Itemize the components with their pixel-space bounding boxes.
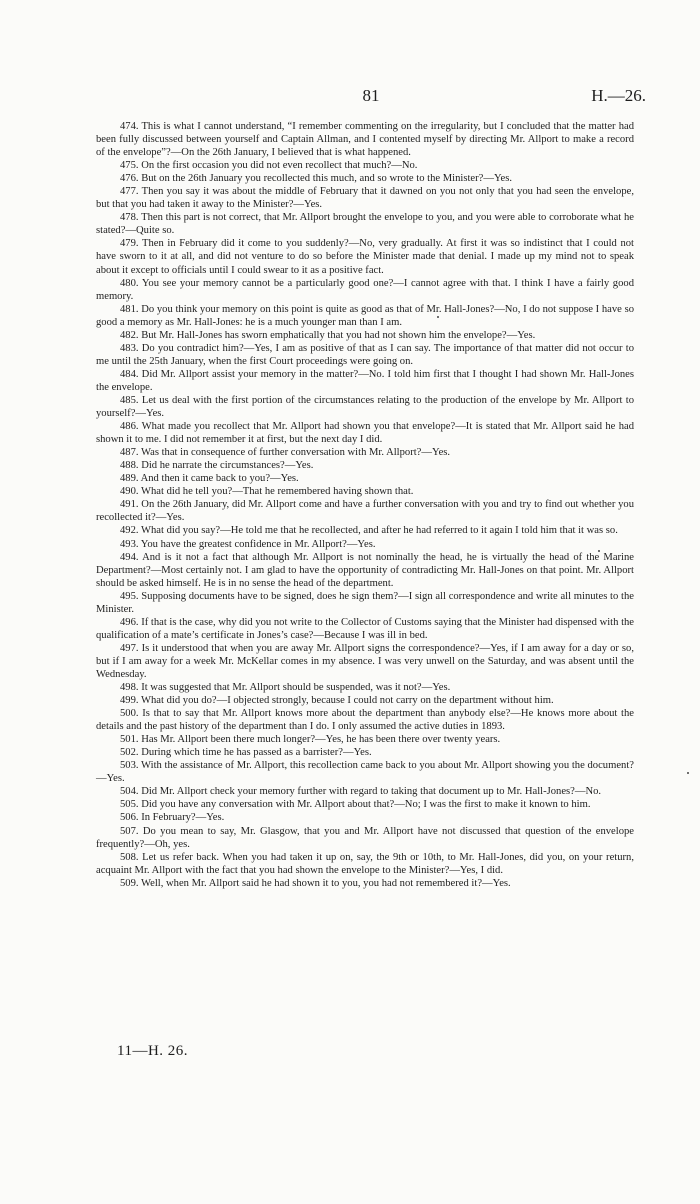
paragraph-496: 496. If that is the case, why did you not write to the Collector of Customs saying that the Minister had dispensed with the qualification of a mate’s certificate in Jones’s case?—Because I was ill in bed. bbox=[96, 616, 635, 641]
page-signature: 11—H. 26. bbox=[117, 1043, 189, 1059]
paragraph-490: 490. What did he tell you?—That he remembered having shown that. bbox=[120, 486, 414, 498]
paragraph-503: 503. With the assistance of Mr. Allport, this recollection came back to you about Mr. Allport showing you the document?—Yes. bbox=[96, 760, 634, 785]
paragraph-501: 501. Has Mr. Allport been there much longer?—Yes, he has been there over twenty years. bbox=[120, 734, 501, 746]
paragraph-485: 485. Let us deal with the first portion of the circumstances relating to the production of the envelope by Mr. Allport to yourself?—Yes. bbox=[96, 394, 634, 420]
paragraph-480: 480. You see your memory cannot be a particularly good one?—I cannot agree with that. I think I have a fairly good memory. bbox=[96, 277, 634, 302]
paragraph-508: 508. Let us refer back. When you had taken it up on, say, the 9th or 10th, to Mr. Hall-Jones, did you, on your return, acquaint Mr. Allport with the fact that you had shown the envelope to the Minister?—Yes, I did. bbox=[96, 851, 634, 876]
paragraph-495: 495. Supposing documents have to be signed, does he sign them?—I sign all correspondence and write all minutes to the Minister. bbox=[96, 590, 634, 615]
paragraph-479: 479. Then in February did it come to you suddenly?—No, very gradually. At first it was so indistinct that I could not have sworn to it at all, and did not venture to do so before the Minister made that denial. I made up my mind not to speak about it except to officials until I could swear to it as a positive fact. bbox=[96, 238, 634, 276]
page-number: 81 bbox=[362, 86, 380, 105]
paragraph-506: 506. In February?—Yes. bbox=[120, 812, 225, 824]
paragraph-482: 482. But Mr. Hall-Jones has sworn emphatically that you had not shown him the envelope?—Yes. bbox=[120, 329, 536, 341]
print-speck bbox=[598, 550, 600, 552]
paragraph-505: 505. Did you have any conversation with Mr. Allport about that?—No; I was the first to make it known to him. bbox=[120, 799, 591, 811]
paragraph-499: 499. What did you do?—I objected strongly, because I could not carry on the department without him. bbox=[120, 695, 554, 707]
paragraph-474: 474. This is what I cannot understand, “I remember commenting on the irregularity, but I concluded that the matter had been fully discussed between yourself and Captain Allman, and I contented myself by directing Mr. Allport to make a record of the envelope”?—On the 26th January, I believed that is what happened. bbox=[96, 121, 634, 159]
paragraph-507: 507. Do you mean to say, Mr. Glasgow, that you and Mr. Allport have not discussed that question of the envelope frequently?—Oh, yes. bbox=[96, 825, 634, 850]
paragraph-477: 477. Then you say it was about the middle of February that it dawned on you not only that you had seen the envelope, but that you had taken it away to the Minister?—Yes. bbox=[96, 186, 634, 211]
paragraph-487: 487. Was that in consequence of further conversation with Mr. Allport?—Yes. bbox=[120, 447, 451, 459]
paragraph-478: 478. Then this part is not correct, that Mr. Allport brought the envelope to you, and you were able to corroborate what he stated?—Quite so. bbox=[96, 212, 634, 237]
paragraph-492: 492. What did you say?—He told me that he recollected, and after he had referred to it again I told him that it was so. bbox=[120, 525, 618, 537]
paragraph-484: 484. Did Mr. Allport assist your memory in the matter?—No. I told him first that I thought I had shown Mr. Hall-Jones the envelope. bbox=[96, 368, 634, 393]
paragraph-488: 488. Did he narrate the circumstances?—Yes. bbox=[120, 460, 314, 472]
page-header bbox=[96, 86, 646, 108]
paragraph-502: 502. During which time he has passed as a barrister?—Yes. bbox=[120, 747, 372, 759]
paragraph-486: 486. What made you recollect that Mr. Allport had shown you that envelope?—It is stated that Mr. Allport said he had shown it to me. I did not remember it at first, but the next day I did. bbox=[96, 421, 634, 446]
paragraph-476: 476. But on the 26th January you recollected this much, and so wrote to the Minister?—Yes. bbox=[120, 173, 513, 185]
print-speck bbox=[437, 316, 439, 318]
evidence-transcript bbox=[96, 120, 634, 890]
document-reference: H.—26. bbox=[591, 86, 646, 105]
paragraph-504: 504. Did Mr. Allport check your memory further with regard to taking that document up to Mr. Hall-Jones?—No. bbox=[120, 786, 602, 798]
paragraph-494: 494. And is it not a fact that although Mr. Allport is not nominally the head, he is virtually the head of the Marine Department?—Most certainly not. I am glad to have the opportunity of contradicting Mr. Hall-Jones on that point. Mr. Allport should be asked himself. He is in no sense the head of the department. bbox=[96, 551, 634, 589]
print-speck bbox=[687, 772, 689, 774]
paragraph-489: 489. And then it came back to you?—Yes. bbox=[120, 473, 299, 485]
paragraph-481: 481. Do you think your memory on this point is quite as good as that of Mr. Hall-Jones?—No, I do not suppose I have so good a memory as Mr. Hall-Jones: he is a much younger man than I am. bbox=[96, 303, 634, 328]
paragraph-509: 509. Well, when Mr. Allport said he had shown it to you, you had not remembered it?—Yes. bbox=[120, 877, 511, 889]
paragraph-491: 491. On the 26th January, did Mr. Allport come and have a further conversation with you and try to find out whether you recollected it?—Yes. bbox=[96, 499, 634, 524]
paragraph-498: 498. It was suggested that Mr. Allport should be suspended, was it not?—Yes. bbox=[120, 682, 451, 694]
paragraph-497: 497. Is it understood that when you are away Mr. Allport signs the correspondence?—Yes, if I am away for a day or so, but if I am away for a week Mr. McKellar comes in my absence. I was very unwell on the Saturday, and was absent until the Wednesday. bbox=[96, 642, 634, 680]
paragraph-500: 500. Is that to say that Mr. Allport knows more about the department than anybody else?—He knows more about the details and the past history of the department than I do. I only assumed the active duties in 1893. bbox=[96, 708, 634, 733]
paragraph-483: 483. Do you contradict him?—Yes, I am as positive of that as I can say. The importance of that matter did not occur to me until the 25th January, when the first Court proceedings were going on. bbox=[96, 342, 634, 367]
paragraph-493: 493. You have the greatest confidence in Mr. Allport?—Yes. bbox=[120, 538, 376, 550]
paragraph-475: 475. On the first occasion you did not even recollect that much?—No. bbox=[120, 160, 418, 172]
